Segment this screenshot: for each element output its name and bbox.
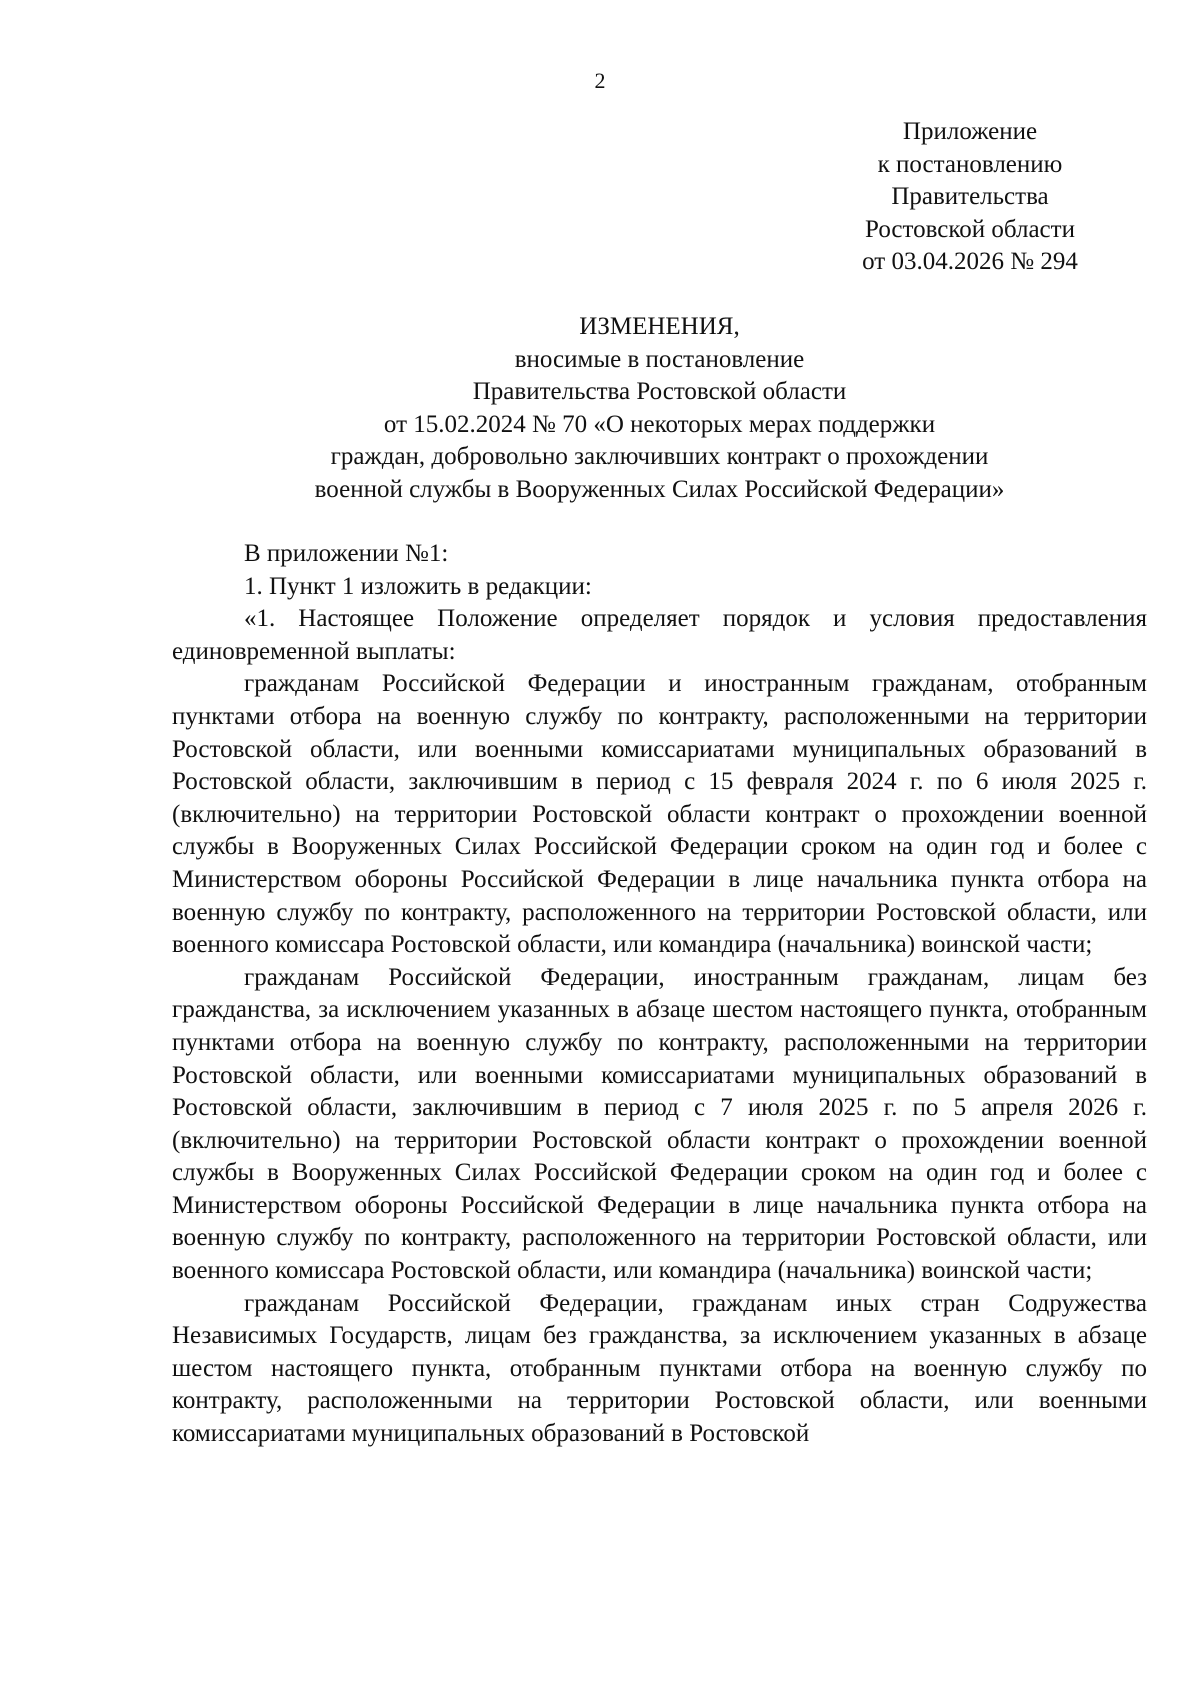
title-line: военной службы в Вооруженных Силах Российской Федерации»	[314, 475, 1005, 503]
title-heading: ИЗМЕНЕНИЯ,	[579, 313, 740, 340]
document-title	[172, 311, 1147, 506]
body-paragraph: 1. Пункт 1 изложить в редакции:	[244, 572, 592, 600]
document-body	[172, 538, 1147, 1451]
title-line: Правительства Ростовской области	[472, 378, 847, 405]
page-number: 2	[594, 68, 606, 93]
appendix-line: Ростовской области	[865, 215, 1075, 243]
title-line: вносимые в постановление	[514, 345, 805, 373]
title-line: от 15.02.2024 № 70 «О некоторых мерах поддержки	[383, 410, 936, 438]
appendix-line: Приложение	[902, 118, 1038, 145]
appendix-date-number: от 03.04.2026 № 294	[862, 248, 1078, 275]
body-paragraph: В приложении №1:	[244, 540, 449, 567]
body-paragraph: гражданам Российской Федерации, иностранным гражданам, лицам без гражданства, за исключением указанных в абзаце шестом настоящего пункта, отобранным пунктами отбора на военную службу по контракту, расположенными на территории Ростовской области, или военными комиссариатами муниципальных образований в Ростовской области, заключившим в период с 7 июля 2025 г. по 5 апреля 2026 г. (включительно) на территории Ростовской области контракт о прохождении военной службы в Вооруженных Силах Российской Федерации сроком на один год и более с Министерством обороны Российской Федерации в лице начальника пункта отбора на военную службу по контракту, расположенного на территории Ростовской области, или военного комиссара Ростовской области, или командира (начальника) воинской части;	[172, 963, 1147, 1285]
body-paragraph: «1. Настоящее Положение определяет порядок и условия предоставления единовременной выплаты:	[172, 605, 1147, 665]
appendix-line: Правительства	[891, 183, 1049, 210]
title-line: граждан, добровольно заключивших контракт о прохождении	[330, 443, 989, 470]
appendix-header	[840, 116, 1100, 279]
body-paragraph: гражданам Российской Федерации и иностранным гражданам, отобранным пунктами отбора на военную службу по контракту, расположенными на территории Ростовской области, или военными комиссариатами муниципальных образований в Ростовской области, заключившим в период с 15 февраля 2024 г. по 6 июля 2025 г. (включительно) на территории Ростовской области контракт о прохождении военной службы в Вооруженных Силах Российской Федерации сроком на один год и более с Министерством обороны Российской Федерации в лице начальника пункта отбора на военную службу по контракту, расположенного на территории Ростовской области, или военного комиссара Ростовской области, или командира (начальника) воинской части;	[172, 670, 1147, 959]
body-paragraph: гражданам Российской Федерации, гражданам иных стран Содружества Независимых Государств, лицам без гражданства, за исключением указанных в абзаце шестом настоящего пункта, отобранным пунктами отбора на военную службу по контракту, расположенными на территории Ростовской области, или военными комиссариатами муниципальных образований в Ростовской	[172, 1289, 1147, 1448]
appendix-line: к постановлению	[877, 150, 1063, 178]
